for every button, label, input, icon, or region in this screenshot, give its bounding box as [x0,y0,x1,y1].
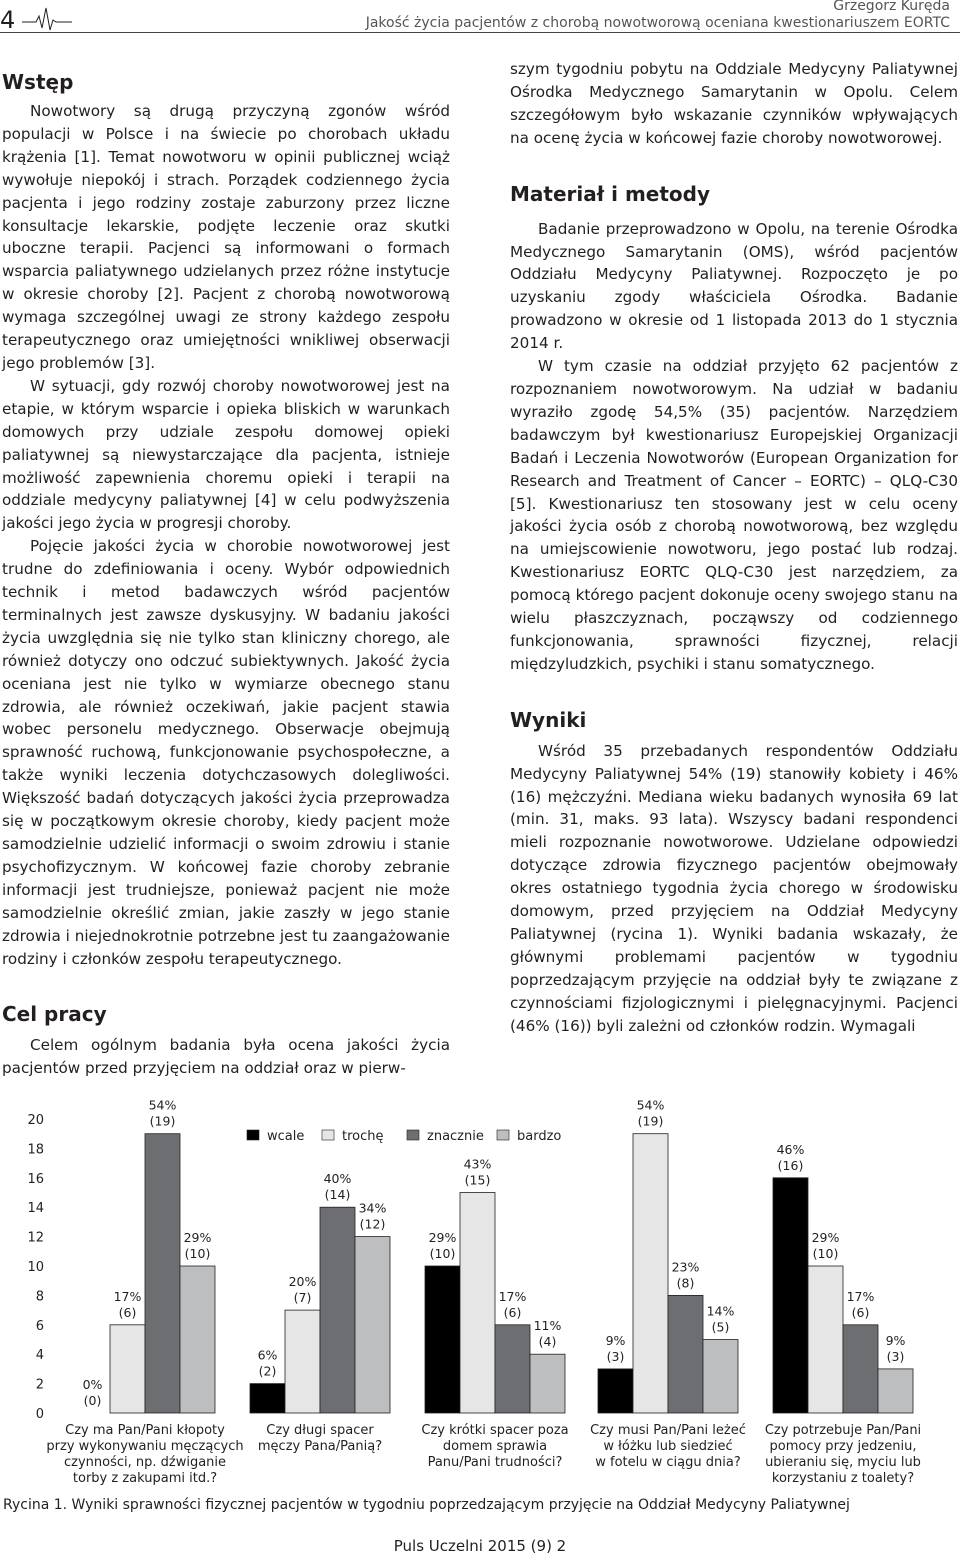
data-label-count: (6) [851,1304,870,1320]
bars [83,1100,913,1413]
data-label-percent: 14% [706,1303,735,1319]
bar [250,1384,285,1413]
bar [808,1266,843,1413]
data-label-percent: 43% [463,1156,492,1172]
bar [320,1207,355,1413]
bar [460,1193,495,1414]
data-label-percent: 29% [811,1230,840,1245]
intro-paragraph-3: Pojęcie jakości życia w chorobie nowotworowej jest trudne do zdefiniowania i oceny. Wybór odpowiednich technik i metod badawczych wśród pacjentów terminalnych jest zawsze dyskusyjny. W badaniu jakości życia uwzględnia się nie tylko stan kliniczny chorego, ale również dotyczy ono odczuć subiektywnych. Jakość życia oceniana jest nie tylko w wymiarze obecnego stanu zdrowia, ale również oczekiwań, jakie pacjent stawia wobec personelu medycznego. Obserwacje obejmują sprawność ruchową, funkcjonowanie psychospołeczne, a także wyniki leczenia dotychczasowych dolegliwości. Większość badań dotyczących jakości życia przeprowadza się w początkowym okresie choroby, kiedy pacjent może samodzielnie udzielić informacji o swoim zdrowiu i stanie psychofizycznym. W końcowej fazie choroby zebranie informacji jest trudniejsze, ponieważ pacjent nie może samodzielnie określić zmian, jakie zaszły w jego stanie zdrowia i niejednokrotnie potrzebne jest tu zaangażowanie rodziny i członków zespołu terapeutycznego. [2,537,450,968]
methods-paragraph-1: Badanie przeprowadzono w Opolu, na terenie Ośrodka Medycznego Samarytanin (OMS), wśród pacjentów Oddziału Medycyny Paliatywnej. Rozpoczęto je po uzyskaniu zgody właściciela Ośrodka. Badanie prowadzono w okresie od 1 listopada 2013 do 1 stycznia 2014 r. [510,219,958,353]
y-tick-label: 12 [27,1230,44,1246]
category-label: Czy musi Pan/Pani leżeć w łóżku lub siedzieć w fotelu w ciągu dnia? [590,1423,746,1470]
data-label-percent: 29% [428,1230,457,1245]
legend-swatch [247,1130,259,1140]
data-label-percent: 17% [113,1288,142,1304]
bar [110,1325,145,1413]
aim-heading: Cel pracy [2,1002,107,1027]
aim-paragraph-start: Celem ogólnym badania była ocena jakości życia pacjentów przed przyjęciem na oddział oraz w pierw- [2,1036,450,1078]
data-label-count: (19) [637,1113,664,1129]
data-label-percent: 40% [323,1171,352,1187]
methods-heading: Materiał i metody [510,181,710,206]
category-label: Czy ma Pan/Pani kłopoty przy wykonywaniu męczących czynności, np. dźwiganie torby z zakupami itd.? [46,1423,244,1486]
category-label: Czy długi spacer męczy Pana/Panią? [257,1423,383,1454]
bar [878,1369,913,1413]
bar [598,1369,633,1413]
data-label-count: (12) [359,1216,386,1232]
legend-swatch [322,1130,334,1140]
category-label: Czy potrzebuje Pan/Pani pomocy przy jedzeniu, ubieraniu się, myciu lub korzystaniu z toalety? [764,1423,922,1486]
data-label-count: (10) [184,1246,211,1261]
figure-caption-label: Rycina 1. [3,1497,68,1513]
footer-journal: Puls Uczelni 2015 (9) 2 [393,1537,567,1555]
data-label-percent: 46% [776,1141,805,1157]
figure-1-chart [0,1100,960,1490]
data-label-percent: 17% [846,1288,875,1304]
y-tick-label: 18 [27,1142,44,1158]
data-label-count: (6) [503,1304,522,1320]
bar [495,1325,530,1413]
figure-caption-text: Wyniki sprawności fizycznej pacjentów w tygodniu poprzedzającym przyjęcie na Oddział Medycyny Paliatywnej [71,1497,850,1513]
bar [530,1354,565,1413]
legend-swatch [407,1130,419,1140]
data-label-count: (10) [812,1246,839,1261]
legend-label: bardzo [517,1129,562,1144]
figure-caption [3,1497,850,1513]
data-label-count: (10) [429,1246,456,1261]
data-label-percent: 23% [671,1259,700,1275]
category-labels [46,1423,921,1486]
y-tick-label: 6 [35,1318,44,1334]
data-label-count: (14) [324,1187,351,1203]
bar [285,1310,320,1413]
data-label-percent: 0% [82,1377,103,1392]
data-label-percent: 6% [257,1347,278,1363]
bar [425,1266,460,1413]
y-tick-label: 2 [35,1377,44,1393]
bar [843,1325,878,1413]
legend-label: wcale [267,1129,305,1144]
right-column [510,58,958,1038]
data-label-percent: 9% [885,1332,906,1348]
y-tick-label: 8 [35,1289,44,1305]
data-label-percent: 34% [358,1200,387,1216]
data-label-count: (15) [464,1172,491,1188]
aim-paragraph-end: szym tygodniu pobytu na Oddziale Medycyny Paliatywnej Ośrodka Medycznego Samarytanin w Opolu. Celem szczegółowym było wskazanie czynników wpływających na ocenę życia w końcowej fazie choroby nowotworowej. [510,60,958,147]
header-running-title: Jakość życia pacjentów z chorobą nowotworową oceniana kwestionariuszem EORTC [365,15,950,31]
data-label-count: (6) [118,1304,137,1320]
results-paragraph: Wśród 35 przebadanych respondentów Oddziału Medycyny Paliatywnej 54% (19) stanowiły kobiety i 46% (16) mężczyźni. Mediana wieku badanych wynosiła 69 lat (min. 31, maks. 93 lata). Wszyscy badani respondenci mieli rozpoznanie nowotworowe. Udzielane odpowiedzi dotyczące zdrowia fizycznego pacjentów obejmowały okres ostatniego tygodnia życia chorego w środowisku domowym, przed przyjęciem na Oddział Medycyny Paliatywnej (rycina 1). Wyniki badania wskazały, że głównymi problemami pacjentów w tygodniu poprzedzającym przyjęcie na oddział były te związane z czynnościami fizjologicznymi i pielęgnacyjnymi. Pacjenci (46% (16)) byli zależni od członków rodzin. Wymagali [510,741,958,1035]
left-column [2,70,450,1080]
y-tick-label: 20 [27,1113,44,1128]
bar [668,1295,703,1413]
data-label-count: (3) [606,1348,625,1364]
bar [703,1340,738,1414]
bar [145,1134,180,1413]
data-label-percent: 17% [498,1288,527,1304]
data-label-count: (16) [777,1157,804,1173]
data-label-percent: 11% [533,1318,562,1334]
heartbeat-icon [22,6,72,32]
legend-swatch [497,1130,509,1140]
legend-label: znacznie [427,1129,484,1144]
bar [773,1178,808,1413]
methods-paragraph-2: W tym czasie na oddział przyjęto 62 pacjentów z rozpoznaniem nowotworowym. Na udział w badaniu wyraziło zgodę 54,5% (35) pacjentów. Narzędziem badawczym był kwestionariusz Europejskiej Organizacji Badań i Leczenia Nowotworów (European Organization for Research and Treatment of Cancer – EORTC) – QLQ-C30 [5]. Kwestionariusz ten stosowany jest w celu oceny jakości życia osób z chorobą nowotworową, bez względu na umiejscowienie nowotworu, jego postać lub rodzaj. Kwestionariusz EORTC QLQ-C30 jest narzędziem, za pomocą którego pacjent dokonuje oceny swojego stanu na wielu płaszczyznach, począwszy od codziennego funkcjonowania, sprawności fizycznej, relacji międzyludzkich, psychiki i stanu somatycznego. [510,357,958,673]
y-tick-label: 0 [35,1407,44,1422]
bar [355,1237,390,1413]
data-label-count: (8) [676,1275,695,1291]
y-tick-label: 14 [27,1201,44,1217]
data-label-count: (19) [149,1113,176,1129]
data-label-count: (0) [83,1393,102,1408]
intro-paragraph-1: Nowotwory są drugą przyczyną zgonów wśród populacji w Polsce i na świecie po chorobach układu krążenia [1]. Temat nowotworu w opinii publicznej wciąż wywołuje niepokój i strach. Porządek codziennego życia pacjenta i jego rodziny zostaje zaburzony przez liczne konsultacje lekarskie, podjęte leczenie oraz skutki uboczne terapii. Pacjenci są informowani o formach wsparcia paliatywnego udzielanych przez różne instytucje w okresie choroby [2]. Pacjent z chorobą nowotworową wymaga szczególnej uwagi ze strony każdego zespołu terapeutycznego oraz umiejętności wnikliwej obserwacji jego problemów [3]. [2,102,450,372]
y-axis [27,1113,44,1422]
data-label-count: (7) [293,1290,312,1306]
data-label-percent: 20% [288,1274,317,1290]
data-label-percent: 54% [636,1100,665,1113]
y-tick-label: 4 [35,1348,44,1364]
running-header [366,0,950,32]
data-label-count: (3) [886,1348,905,1364]
intro-heading: Wstęp [2,70,74,94]
page-number: 4 [0,6,16,34]
y-tick-label: 16 [27,1171,44,1187]
data-label-percent: 9% [605,1332,626,1348]
data-label-count: (4) [538,1334,557,1350]
header-divider [0,32,960,33]
data-label-percent: 54% [148,1100,177,1113]
header-author: Grzegorz Kuręda [833,0,950,14]
category-label: Czy krótki spacer poza domem sprawia Panu/Pani trudności? [421,1423,569,1470]
bar [180,1266,215,1413]
intro-paragraph-2: W sytuacji, gdy rozwój choroby nowotworowej jest na etapie, w którym wsparcie i opieka bliskich w warunkach domowych przy udziale zespołu domowej opieki paliatywnej są niewystarczające dla pacjenta, istnieje możliwość zapewnienia choremu opieki i terapii na oddziale medycyny paliatywnej [4] w celu podwyższenia jakości jego życia w progresji choroby. [2,376,450,533]
data-label-count: (5) [711,1319,730,1335]
bar [633,1134,668,1413]
data-label-percent: 29% [183,1230,212,1245]
legend [247,1129,561,1144]
legend-label: trochę [342,1129,384,1144]
data-label-count: (2) [258,1363,277,1379]
results-heading: Wyniki [510,707,587,732]
y-tick-label: 10 [27,1260,44,1275]
